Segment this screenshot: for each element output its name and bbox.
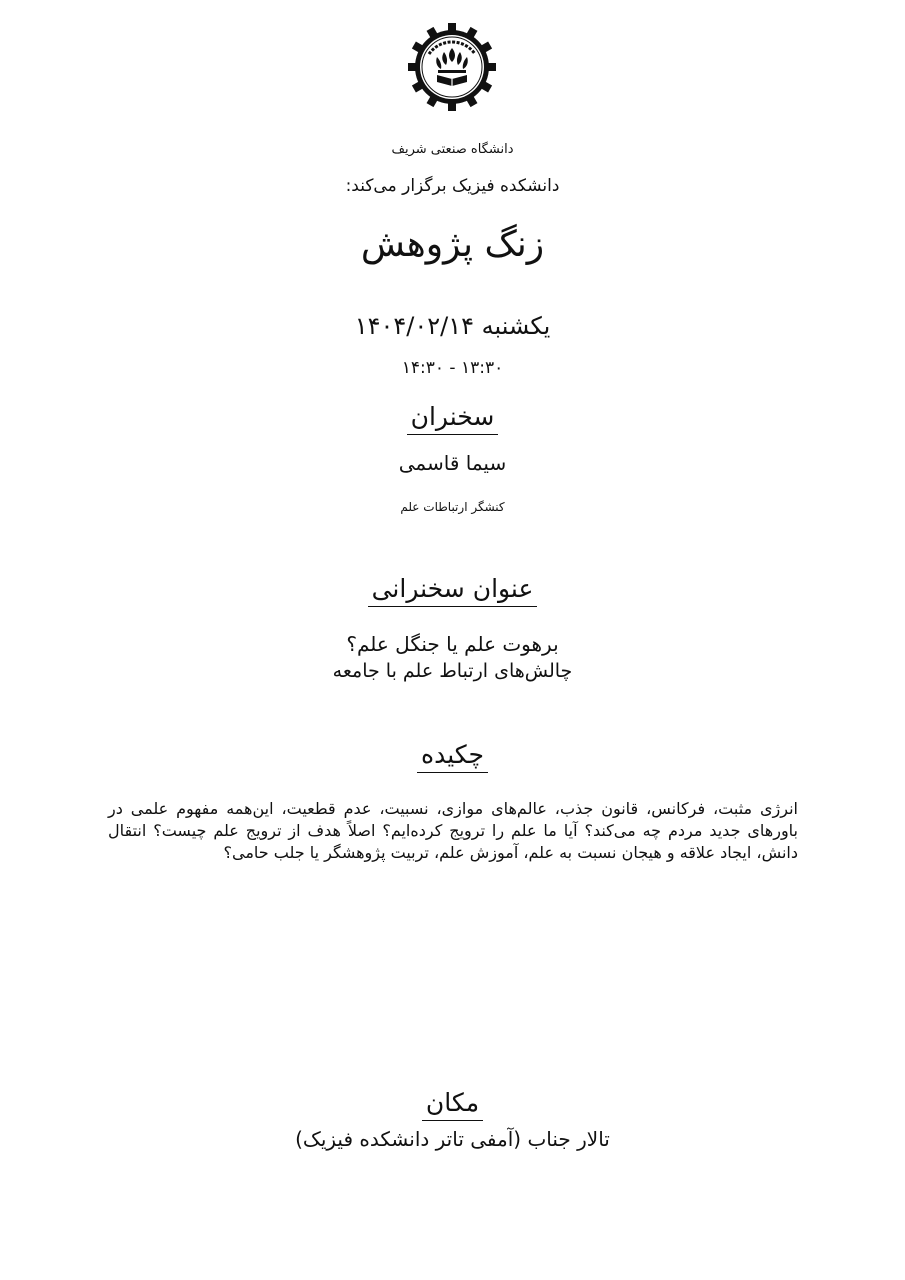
speakers-section bbox=[0, 402, 905, 435]
venue-name: تالار جناب (آمفی تاتر دانشکده فیزیک) bbox=[295, 1127, 610, 1151]
abstract-text: انرژی مثبت، فرکانس، قانون جذب، عالم‌های موازی، نسبیت، عدم قطعیت، این‌همه مفهوم علمی در باورهای جدید مردم چه می‌کند؟ آیا ما علم را ترویج کرده‌ایم؟ اصلاً هدف از ترویج علم چیست؟ انتقال دانش، ایجاد علاقه و هیجان نسبت به علم، آموزش علم، تربیت پژوهشگر یا جلب حامی؟ bbox=[108, 799, 798, 862]
venue-heading: مکان bbox=[422, 1089, 483, 1121]
talk-title-line1: برهوت علم یا جنگل علم؟ bbox=[346, 632, 559, 656]
abstract-section bbox=[0, 740, 905, 773]
sharif-university-logo-icon bbox=[407, 22, 497, 112]
speaker-name: سیما قاسمی bbox=[398, 451, 507, 475]
faculty-line: دانشکده فیزیک برگزار می‌کند: bbox=[345, 176, 560, 196]
talk-section bbox=[0, 574, 905, 607]
event-time: ۱۳:۳۰ - ۱۴:۳۰ bbox=[401, 358, 504, 378]
university-name: دانشگاه صنعتی شریف bbox=[391, 142, 514, 157]
venue-section bbox=[0, 1088, 905, 1121]
event-date: یکشنبه ۱۴۰۴/۰۲/۱۴ bbox=[354, 312, 551, 340]
talk-heading: عنوان سخنرانی bbox=[368, 575, 538, 607]
abstract-heading: چکیده bbox=[417, 741, 488, 773]
event-title: زنگ پژوهش bbox=[360, 224, 545, 265]
speaker-role: کنشگر ارتباطات علم bbox=[400, 500, 505, 514]
talk-title-line2: چالش‌های ارتباط علم با جامعه bbox=[332, 660, 573, 682]
speakers-heading: سخنران bbox=[407, 403, 499, 435]
